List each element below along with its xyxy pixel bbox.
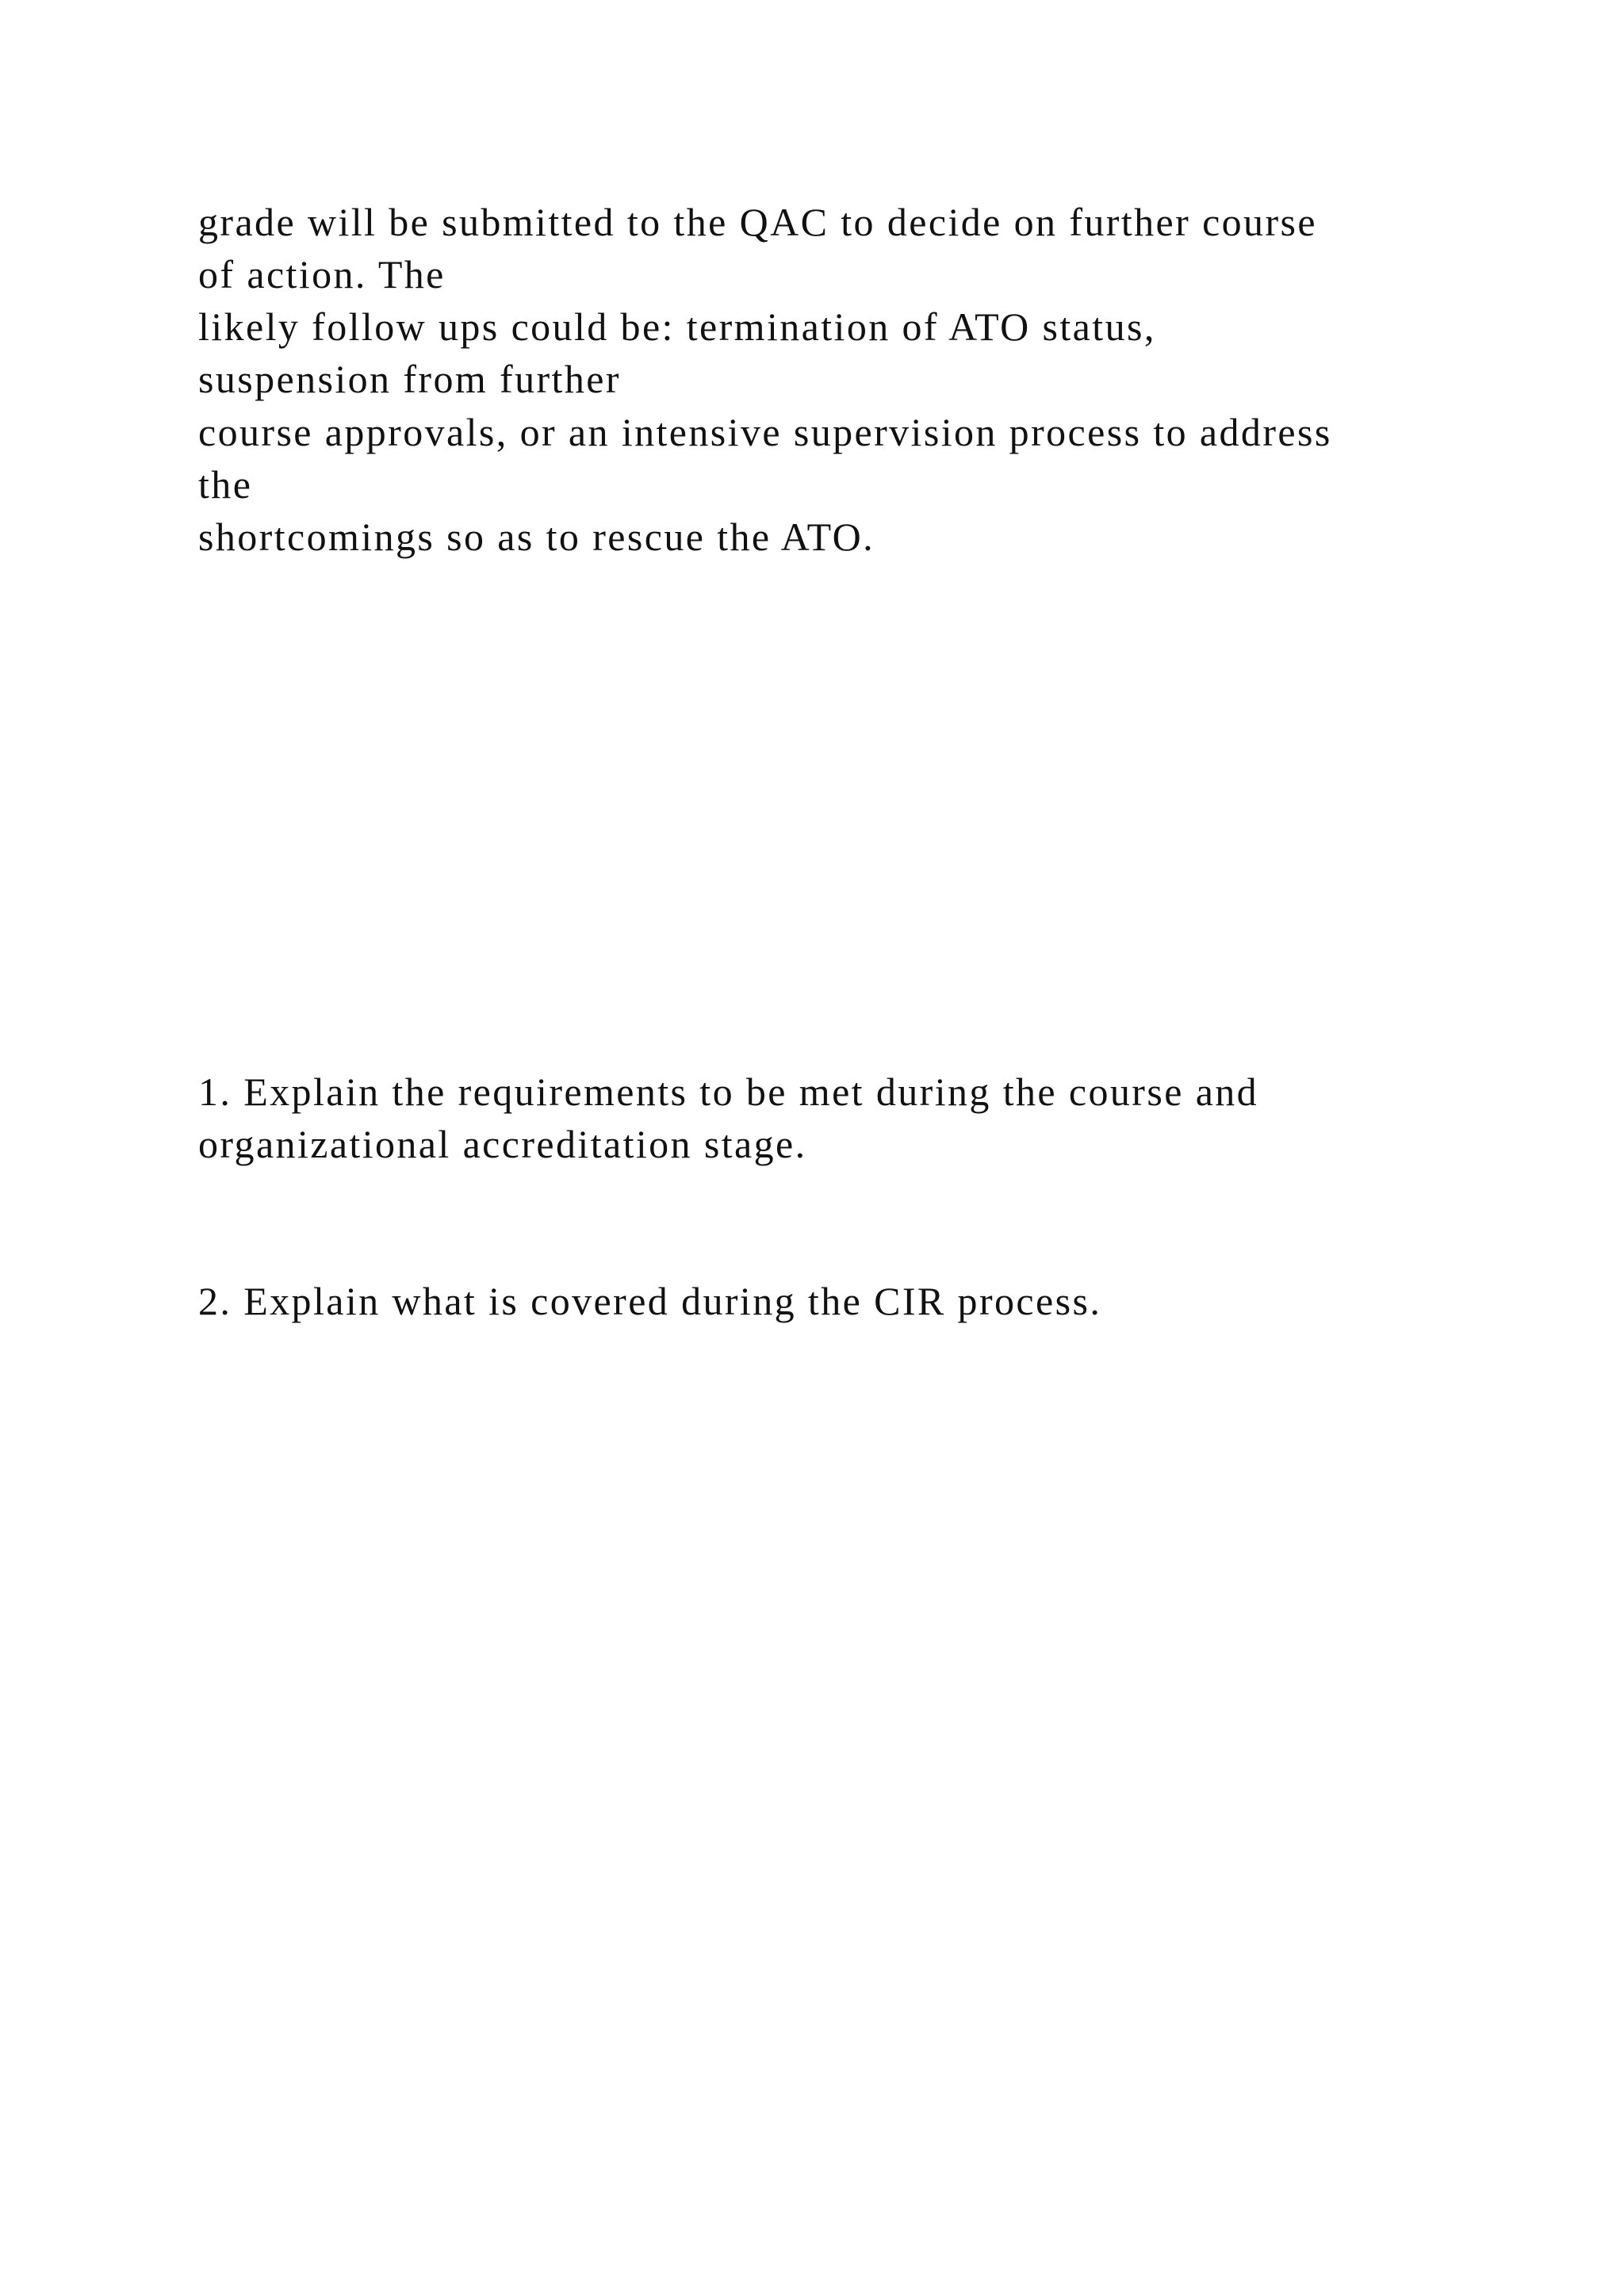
question-line: 1. Explain the requirements to be met during the course and: [198, 1070, 1259, 1114]
question-line: organizational accreditation stage.: [198, 1122, 807, 1166]
question-line: 2. Explain what is covered during the CIR process.: [198, 1279, 1102, 1323]
paragraph-line: grade will be submitted to the QAC to decide on further course: [198, 200, 1317, 244]
paragraph-line: suspension from further: [198, 357, 621, 401]
paragraph-line: course approvals, or an intensive supervision process to address: [198, 410, 1332, 454]
paragraph-line: likely follow ups could be: termination of ATO status,: [198, 304, 1156, 349]
paragraph-line: of action. The: [198, 252, 446, 297]
paragraph-line: shortcomings so as to rescue the ATO.: [198, 515, 875, 559]
paragraph-line: the: [198, 462, 253, 507]
